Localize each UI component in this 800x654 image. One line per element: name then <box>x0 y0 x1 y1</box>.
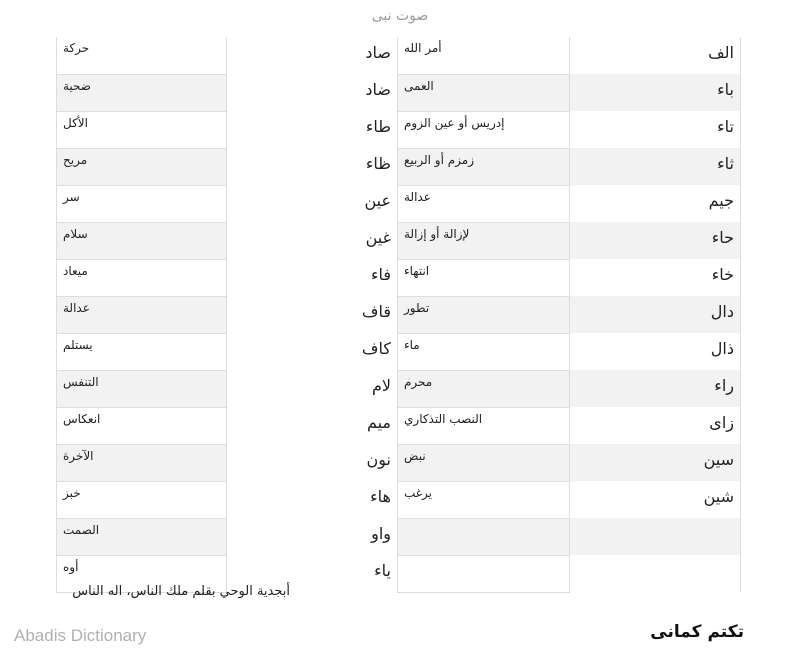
letter-cell: عين <box>227 185 398 222</box>
meaning-cell: سلام <box>57 222 227 259</box>
meaning-cell: حركة <box>57 37 227 74</box>
meaning-cell: ضحية <box>57 74 227 111</box>
meaning-cell: تطور <box>398 296 570 333</box>
letter-cell: واو <box>227 518 398 555</box>
letter-cell: نون <box>227 444 398 481</box>
letter-cell: سين <box>570 444 741 481</box>
table-row <box>57 148 741 185</box>
table-row <box>57 481 741 518</box>
meaning-cell: سر <box>57 185 227 222</box>
meaning-cell: التنفس <box>57 370 227 407</box>
meaning-cell: يرغب <box>398 481 570 518</box>
letter-cell: شين <box>570 481 741 518</box>
meaning-cell: عدالة <box>398 185 570 222</box>
letter-cell: لام <box>227 370 398 407</box>
letter-cell: حاء <box>570 222 741 259</box>
letter-cell: طاء <box>227 111 398 148</box>
letter-cell: ذال <box>570 333 741 370</box>
meaning-cell: محرم <box>398 370 570 407</box>
letter-cell: غين <box>227 222 398 259</box>
table-row <box>57 111 741 148</box>
letter-cell: راء <box>570 370 741 407</box>
meaning-cell: الآخرة <box>57 444 227 481</box>
letter-cell: ميم <box>227 407 398 444</box>
author-name: تکتم کمانی <box>650 622 744 642</box>
letter-cell: هاء <box>227 481 398 518</box>
letter-cell: دال <box>570 296 741 333</box>
table-row <box>57 185 741 222</box>
abjad-table <box>56 37 741 593</box>
table-row <box>57 37 741 74</box>
page-title: صوت نبی <box>371 8 429 24</box>
meaning-cell: ميعاد <box>57 259 227 296</box>
table-row <box>57 370 741 407</box>
meaning-cell: ماء <box>398 333 570 370</box>
empty-cell <box>398 518 570 555</box>
meaning-cell: أوه <box>57 555 227 592</box>
letter-cell: ظاء <box>227 148 398 185</box>
meaning-cell: يستلم <box>57 333 227 370</box>
letter-cell: الف <box>570 37 741 74</box>
empty-cell <box>570 518 741 555</box>
meaning-cell: نبض <box>398 444 570 481</box>
meaning-cell: إدريس أو عين الزوم <box>398 111 570 148</box>
table-row <box>57 222 741 259</box>
table-row <box>57 74 741 111</box>
meaning-cell: أمر الله <box>398 37 570 74</box>
letter-cell: قاف <box>227 296 398 333</box>
meaning-cell: زمزم أو الربيع <box>398 148 570 185</box>
meaning-cell: انعكاس <box>57 407 227 444</box>
table-row <box>57 259 741 296</box>
meaning-cell: لإزالة أو إزالة <box>398 222 570 259</box>
meaning-cell: عدالة <box>57 296 227 333</box>
letter-cell: كاف <box>227 333 398 370</box>
meaning-cell: انتهاء <box>398 259 570 296</box>
letter-cell: تاء <box>570 111 741 148</box>
table-row <box>57 333 741 370</box>
table-row <box>57 518 741 555</box>
letter-cell: خاء <box>570 259 741 296</box>
empty-cell <box>398 555 570 592</box>
meaning-cell: الأكل <box>57 111 227 148</box>
source-label: Abadis Dictionary <box>14 626 147 645</box>
letter-cell: جيم <box>570 185 741 222</box>
table-row <box>57 407 741 444</box>
letter-cell: صاد <box>227 37 398 74</box>
meaning-cell: النصب التذكاري <box>398 407 570 444</box>
letter-cell: فاء <box>227 259 398 296</box>
letter-cell: ضاد <box>227 74 398 111</box>
table-row <box>57 444 741 481</box>
table-row <box>57 296 741 333</box>
empty-cell <box>570 555 741 592</box>
letter-cell: ثاء <box>570 148 741 185</box>
letter-cell: ياء <box>227 555 398 592</box>
letter-cell: زای <box>570 407 741 444</box>
meaning-cell: العمى <box>398 74 570 111</box>
letter-cell: باء <box>570 74 741 111</box>
meaning-cell: خبز <box>57 481 227 518</box>
meaning-cell: مريح <box>57 148 227 185</box>
caption: أبجدية الوحي بقلم ملك الناس، اله الناس <box>72 584 290 599</box>
abjad-table-body <box>57 37 741 592</box>
meaning-cell: الصمت <box>57 518 227 555</box>
